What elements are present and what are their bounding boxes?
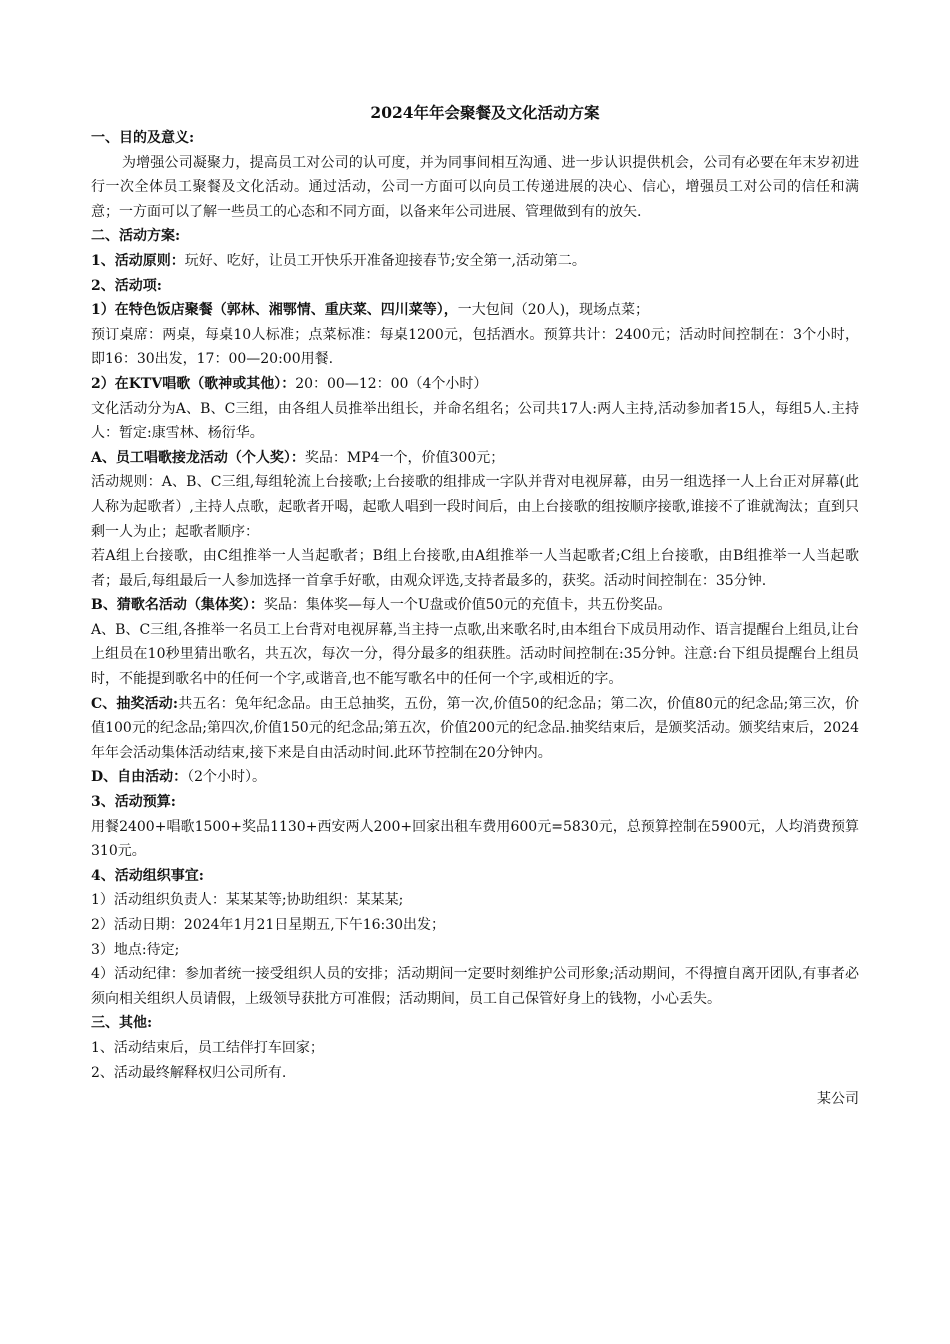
activity-a-order: 若A组上台接歌，由C组推举一人当起歌者；B组上台接歌,由A组推举一人当起歌者;C组上台接歌，由B组推举一人当起歌者；最后,每组最后一人参加选择一首拿手好歌，由观众评选,支持者最多的，获奖。活动时间控制在：35分钟. [91,548,859,589]
activity-d-text: （2个小时）。 [187,769,267,786]
activity-b-paragraph: A、B、C三组,各推举一名员工上台背对电视屏幕,当主持一点歌,出来歌名时,由本组台下成员用动作、语言提醒台上组员,让台上组员在10秒里猜出歌名，共五次，每次一分，得分最多的组获胜。活动时间控制在:35分钟。注意:台下组员提醒台上组员时，不能提到歌名中的任何一个字,或谐音,也不能写歌名中的任何一个字,或相近的字。 [91,621,859,688]
other-item-1: 1、活动结束后，员工结伴打车回家； [91,1039,324,1056]
activity-d-label: D、自由活动： [91,769,188,786]
section-heading-other: 三、其他: [91,1015,153,1032]
budget-heading: 3、活动预算: [91,794,176,811]
ktv-paragraph: 文化活动分为A、B、C三组，由各组人员推举出组长，并命名组名；公司共17人:两人主持,活动参加者15人，每组5人.主持人：暂定:康雪林、杨衍华。 [91,400,859,442]
ktv-text: 20：00—12：00（4个小时） [295,375,488,392]
document-title: 2024年年会聚餐及文化活动方案 [370,103,600,122]
activity-a-rules: 活动规则：A、B、C三组,每组轮流上台接歌;上台接歌的组排成一字队并背对电视屏幕，由另一组选择一人上台正对屏幕(此人称为起歌者）,主持人点歌，起歌者开喝，起歌人唱到一段时间后，由上台接歌的组按顺序接歌,谁接不了谁就淘汰；直到只剩一人为止；起歌者顺序： [91,474,859,540]
ktv-heading [91,372,859,397]
document-page [91,100,859,1112]
principle-text: 玩好、吃好，让员工开快乐开准备迎接春节;安全第一,活动第二。 [184,252,586,269]
organization-item-3: 3）地点:待定; [91,941,180,958]
section-heading-plan: 二、活动方案: [91,228,181,245]
other-item-2: 2、活动最终解释权归公司所有. [91,1064,287,1081]
activity-items-heading: 2、活动项: [91,277,162,294]
activity-d-paragraph [91,765,859,790]
organization-heading: 4、活动组织事宜: [91,867,204,884]
activity-a-text: 奖品：MP4一个，价值300元； [304,449,505,466]
organization-item-4: 4）活动纪律：参加者统一接受组织人员的安排；活动期间一定要时刻维护公司形象;活动期间，不得擅自离开团队,有事者必须向相关组织人员请假，上级领导获批方可准假；活动期间，员工自己保管好身上的钱物，小心丢失。 [91,966,859,1007]
organization-item-1: 1）活动组织负责人：某某某等;协助组织：某某某; [91,892,404,909]
principle-paragraph [91,249,859,274]
organization-item-2: 2）活动日期：2024年1月21日星期五,下午16:30出发； [91,917,446,933]
budget-paragraph: 用餐2400+唱歌1500+奖品1130+西安两人200+回家出租车费用600元=5830元，总预算控制在5900元，人均消费预算310元。 [91,818,859,860]
activity-a-heading [91,446,859,471]
purpose-paragraph: 为增强公司凝聚力，提高员工对公司的认可度，并为同事间相互沟通、进一步认识提供机会，公司有必要在年末岁初进行一次全体员工聚餐及文化活动。通过活动，公司一方面可以向员工传递进展的决心、信心，增强员工对公司的信任和满意；一方面可以了解一些员工的心态和不同方面，以备来年公司进展、管理做到有的放矢. [91,154,859,220]
dinner-text: 一大包间（20人)，现场点菜； [457,302,650,319]
activity-b-label: B、猜歌名活动（集体奖）： [91,597,264,614]
activity-c-label: C、抽奖活动: [91,695,179,712]
section-heading-purpose: 一、目的及意义: [91,130,195,146]
dinner-paragraph: 预订桌席：两桌，每桌10人标准；点菜标准：每桌1200元，包括酒水。预算共计：2400元；活动时间控制在：3个小时，即16：30出发，17：00—20:00用餐. [91,326,859,368]
activity-b-heading [91,593,859,618]
principle-label: 1、活动原则： [91,252,185,269]
activity-c-paragraph [91,692,859,766]
activity-b-text: 奖品：集体奖—每人一个U盘或价值50元的充值卡，共五份奖品。 [263,597,672,614]
dinner-heading [91,298,859,323]
company-signature: 某公司 [817,1091,859,1108]
activity-a-label: A、员工唱歌接龙活动（个人奖）： [91,449,305,466]
dinner-label: 1）在特色饭店聚餐（郭林、湘鄂情、重庆菜、四川菜等）， [91,302,458,319]
activity-c-text: 共五名：兔年纪念品。由王总抽奖，五份，第一次,价值50的纪念品；第二次，价值80元的纪念品;第三次，价值100元的纪念品;第四次,价值150元的纪念品;第五次，价值200元的纪念品.抽奖结束后，是颁奖活动。颁奖结束后，2024年年会活动集体活动结束,接下来是自由活动时间.此环节控制在20分钟内。 [91,695,859,761]
ktv-label: 2）在KTV唱歌（歌神或其他）： [91,375,296,392]
